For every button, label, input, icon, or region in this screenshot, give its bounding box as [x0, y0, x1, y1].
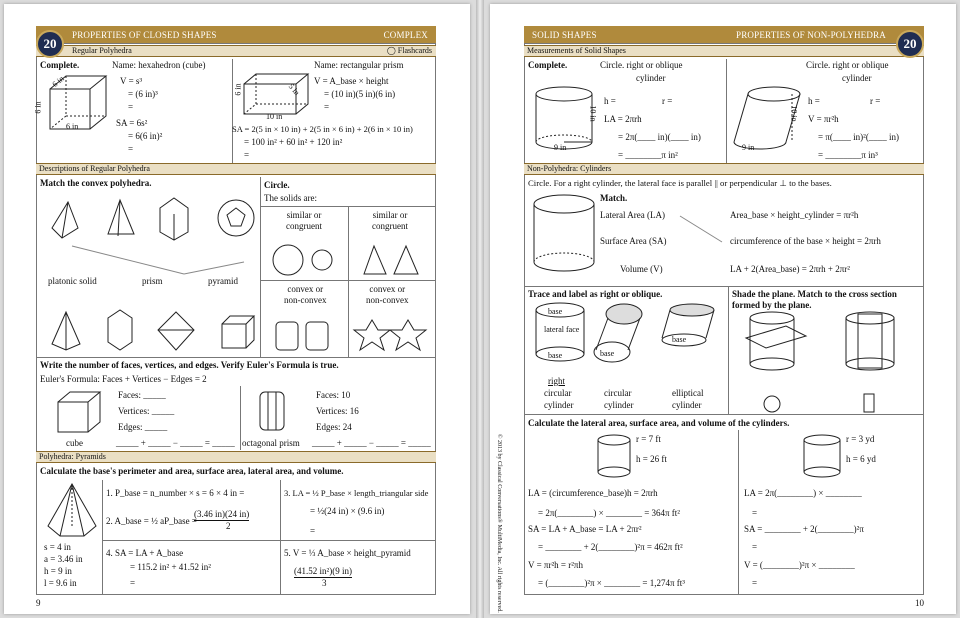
- platonic-solids-row: [48, 198, 258, 242]
- match-term[interactable]: Lateral Area (LA): [600, 210, 665, 220]
- matching-lines: [64, 242, 254, 278]
- header-title: SOLID SHAPES: [532, 29, 597, 40]
- prism-name: Name: rectangular prism: [314, 60, 404, 70]
- cylinder-type-label: cylinder: [604, 400, 634, 410]
- label-base: base: [548, 351, 563, 360]
- calc-prompt: Calculate the lateral area, surface area, and volume of the cylinders.: [528, 418, 790, 428]
- formula: 2: [226, 521, 231, 531]
- formula: LA = 2πrh: [604, 114, 642, 124]
- faces-input[interactable]: Faces: _____: [118, 390, 166, 400]
- cylinder-type-label[interactable]: right: [548, 376, 565, 386]
- divider: [726, 59, 727, 163]
- divider: [280, 480, 281, 594]
- shape-pairs-2: [272, 318, 432, 352]
- matching-line: [680, 214, 726, 244]
- formula: =: [310, 526, 316, 536]
- formula: =: [130, 578, 136, 588]
- circle-prompt: cylinder: [636, 73, 666, 83]
- option-convex-nonconvex[interactable]: convex or non-convex: [366, 284, 409, 305]
- formula[interactable]: =: [752, 578, 758, 588]
- chapter-badge: 20: [896, 30, 924, 58]
- left-page: [4, 4, 470, 614]
- page-header: [36, 26, 436, 43]
- vertices-input[interactable]: Vertices: _____: [118, 406, 175, 416]
- octagonal-prism-drawing: [258, 388, 288, 434]
- given-value: r = 3 yd: [846, 434, 875, 444]
- cylinder-drawing: [532, 194, 596, 272]
- formula[interactable]: = (________)²π × ________ = 1,274π ft³: [538, 578, 685, 588]
- header-right: COMPLEX: [383, 29, 428, 40]
- cube-dim: 6 in: [50, 74, 66, 89]
- cylinder-dim: 9 in: [554, 143, 567, 152]
- formula: LA = (circumference_base)h = 2πrh: [528, 488, 658, 498]
- circle-label: Circle.: [264, 180, 290, 190]
- vertices-value: Vertices: 16: [316, 406, 359, 416]
- formula: 5. V = ⅓ A_base × height_pyramid: [284, 548, 411, 558]
- shade-prompt: Shade the plane. Match to the cross section formed by the plane.: [732, 289, 897, 310]
- formula: 1. P_base = n_number × s = 6 × 4 in =: [106, 488, 245, 498]
- circle-prompt[interactable]: Circle. right or oblique: [600, 60, 683, 70]
- match-definition[interactable]: circumference of the base × height = 2πrh: [730, 236, 881, 246]
- formula: = 115.2 in² + 41.52 in²: [130, 562, 211, 572]
- prism-dim: 5 in: [286, 81, 302, 98]
- formula[interactable]: =: [752, 542, 758, 552]
- h-input[interactable]: h =: [808, 96, 820, 106]
- match-label: Match.: [600, 193, 628, 203]
- euler-check[interactable]: _____ + _____ − _____ = _____: [116, 438, 235, 448]
- faces-value: Faces: 10: [316, 390, 351, 400]
- circle-prompt: cylinder: [842, 73, 872, 83]
- formula[interactable]: = 2π(________) × ________ = 364π ft²: [538, 508, 681, 518]
- cube-name: Name: hexahedron (cube): [112, 60, 206, 70]
- page-number: 10: [915, 598, 924, 608]
- option-convex-nonconvex[interactable]: convex or non-convex: [284, 284, 327, 305]
- given-value: r = 7 ft: [636, 434, 661, 444]
- h-input[interactable]: h =: [604, 96, 616, 106]
- formula: =: [244, 150, 250, 160]
- section-cylinders: Non-Polyhedra: Cylinders: [524, 163, 924, 175]
- r-input[interactable]: r =: [662, 96, 673, 106]
- formula[interactable]: =: [752, 508, 758, 518]
- formula: 2. A_base = ½ aP_base =: [106, 516, 197, 526]
- circle-prompt[interactable]: Circle. right or oblique: [806, 60, 889, 70]
- solids-prompt: The solids are:: [264, 193, 317, 203]
- cylinder-drawing: [596, 434, 632, 478]
- formula: = 100 in² + 60 in² + 120 in²: [244, 137, 343, 147]
- formula: = (10 in)(5 in)(6 in): [324, 89, 396, 99]
- cross-section-drawings: [746, 312, 916, 412]
- section-pyramids: Polyhedra: Pyramids: [36, 451, 436, 463]
- section-regular-polyhedra: [36, 45, 436, 57]
- cube-label: cube: [66, 438, 83, 448]
- label-base: base: [600, 349, 615, 358]
- pyramid-value: h = 9 in: [44, 566, 72, 576]
- match-definition[interactable]: LA + 2(Area_base) = 2πrh + 2πr²: [730, 264, 850, 274]
- page-number: 9: [36, 598, 41, 608]
- pyramid-drawing: [44, 482, 100, 542]
- cylinder-dim: 9 in: [742, 143, 755, 152]
- label-base: base: [548, 307, 563, 316]
- formula[interactable]: LA = 2π(________) × ________: [744, 488, 862, 498]
- match-term[interactable]: Volume (V): [620, 264, 663, 274]
- flashcards-link[interactable]: ◯ Flashcards: [386, 46, 432, 55]
- cube-dim: 6 in: [66, 122, 79, 131]
- formula: SA = 2(5 in × 10 in) + 2(5 in × 6 in) + 2(6 in × 10 in): [232, 124, 413, 134]
- divider: [102, 540, 436, 541]
- cylinder-dim: 10 in: [789, 105, 799, 122]
- cube-dim: 6 in: [33, 101, 43, 114]
- formula[interactable]: SA = ________ + 2(________)²π: [744, 524, 864, 534]
- divider: [36, 357, 436, 358]
- euler-prompt: Write the number of faces, vertices, and edges. Verify Euler's Formula is true.: [40, 360, 339, 370]
- complete-label: Complete.: [40, 60, 80, 70]
- edges-input[interactable]: Edges: _____: [118, 422, 168, 432]
- cylinder-type-label: cylinder: [544, 400, 574, 410]
- formula: SA = 6s²: [116, 118, 148, 128]
- formula[interactable]: = 2π(____ in)(____ in): [618, 132, 701, 142]
- formula: 3: [322, 578, 327, 588]
- formula: SA = LA + A_base = LA + 2πr²: [528, 524, 642, 534]
- chapter-badge: 20: [36, 30, 64, 58]
- formula: =: [128, 102, 134, 112]
- pyramid-value: s = 4 in: [44, 542, 71, 552]
- octagonal-label: octagonal prism: [242, 438, 300, 448]
- given-value: h = 6 yd: [846, 454, 876, 464]
- formula: 3. LA = ½ P_base × length_triangular side: [284, 488, 429, 498]
- divider: [260, 280, 436, 281]
- section-descriptions: Descriptions of Regular Polyhedra: [36, 163, 436, 175]
- page-header: [524, 26, 924, 43]
- divider: [232, 59, 233, 163]
- cylinder-type-label: circular: [544, 388, 572, 398]
- label-lateral: lateral face: [544, 325, 580, 334]
- match-label-option: platonic solid: [48, 276, 97, 286]
- polyhedra-row: [48, 310, 258, 352]
- divider: [260, 177, 261, 357]
- complete-label: Complete.: [528, 60, 568, 70]
- formula: V = A_base × height: [314, 76, 389, 86]
- given-value: h = 26 ft: [636, 454, 667, 464]
- euler-check[interactable]: _____ + _____ − _____ = _____: [312, 438, 431, 448]
- trace-prompt: Trace and label as right or oblique.: [528, 289, 663, 299]
- formula: = 6(6 in)²: [128, 131, 163, 141]
- formula: = (6 in)³: [128, 89, 158, 99]
- formula[interactable]: = ________π in²: [618, 150, 678, 160]
- prism-dim: 10 in: [266, 112, 283, 121]
- formula: V = πr²h = r²πh: [528, 560, 583, 570]
- header-right: PROPERTIES OF NON-POLYHEDRA: [736, 29, 886, 40]
- right-page: [490, 4, 956, 614]
- cylinder-dim: 10 in: [588, 105, 598, 122]
- divider: [102, 480, 103, 594]
- copyright: © 2013 by Classical Conversations® MultiMedia, Inc. All rights reserved.: [496, 434, 502, 613]
- cylinder-drawing: [802, 434, 842, 478]
- divider: [240, 386, 241, 450]
- formula: V = πr²h: [808, 114, 839, 124]
- r-input[interactable]: r =: [870, 96, 881, 106]
- label-base: base: [672, 335, 687, 344]
- option-similar-congruent[interactable]: similar or congruent: [372, 210, 408, 231]
- section-measurements: Measurements of Solid Shapes: [524, 45, 924, 57]
- formula: V = s³: [120, 76, 143, 86]
- pyramid-value: a = 3.46 in: [44, 554, 83, 564]
- cylinder-prompt[interactable]: Circle. For a right cylinder, the lateral face is parallel || or perpendicular ⊥ to the bases.: [528, 178, 832, 188]
- binder-spine: [476, 0, 484, 618]
- cylinder-type-label: cylinder: [672, 400, 702, 410]
- cylinder-type-label: circular: [604, 388, 632, 398]
- formula: =: [128, 144, 134, 154]
- match-definition[interactable]: Area_base × height_cylinder = πr²h: [730, 210, 859, 220]
- formula[interactable]: = ________π in³: [818, 150, 878, 160]
- pyramid-prompt: Calculate the base's perimeter and area, surface area, lateral area, and volume.: [40, 466, 344, 476]
- prism-dim: 6 in: [233, 83, 243, 96]
- header-title: PROPERTIES OF CLOSED SHAPES: [72, 29, 217, 40]
- formula[interactable]: = ________ + 2(________)²π = 462π ft²: [538, 542, 683, 552]
- match-term[interactable]: Surface Area (SA): [600, 236, 667, 246]
- divider: [524, 414, 924, 415]
- divider: [728, 286, 729, 414]
- formula: = ½(24 in) × (9.6 in): [310, 506, 385, 516]
- divider: [738, 430, 739, 594]
- formula[interactable]: = π(____ in)²(____ in): [818, 132, 900, 142]
- edges-value: Edges: 24: [316, 422, 352, 432]
- divider: [524, 286, 924, 287]
- match-label: Match the convex polyhedra.: [40, 178, 152, 188]
- shape-pairs-1: [272, 242, 432, 278]
- pyramid-value: l = 9.6 in: [44, 578, 77, 588]
- match-label-option: prism: [142, 276, 163, 286]
- formula[interactable]: V = (________)²π × ________: [744, 560, 855, 570]
- euler-formula: Euler's Formula: Faces + Vertices − Edges = 2: [40, 374, 207, 384]
- match-label-option: pyramid: [208, 276, 238, 286]
- formula: =: [324, 102, 330, 112]
- section-title: Regular Polyhedra: [72, 46, 132, 55]
- cube-drawing: [56, 390, 106, 434]
- formula: (41.52 in²)(9 in): [294, 566, 352, 576]
- formula: (3.46 in)(24 in): [194, 509, 250, 519]
- formula: 4. SA = LA + A_base: [106, 548, 184, 558]
- prism-drawing: [242, 72, 312, 116]
- cylinder-type-label: elliptical: [672, 388, 704, 398]
- option-similar-congruent[interactable]: similar or congruent: [286, 210, 322, 231]
